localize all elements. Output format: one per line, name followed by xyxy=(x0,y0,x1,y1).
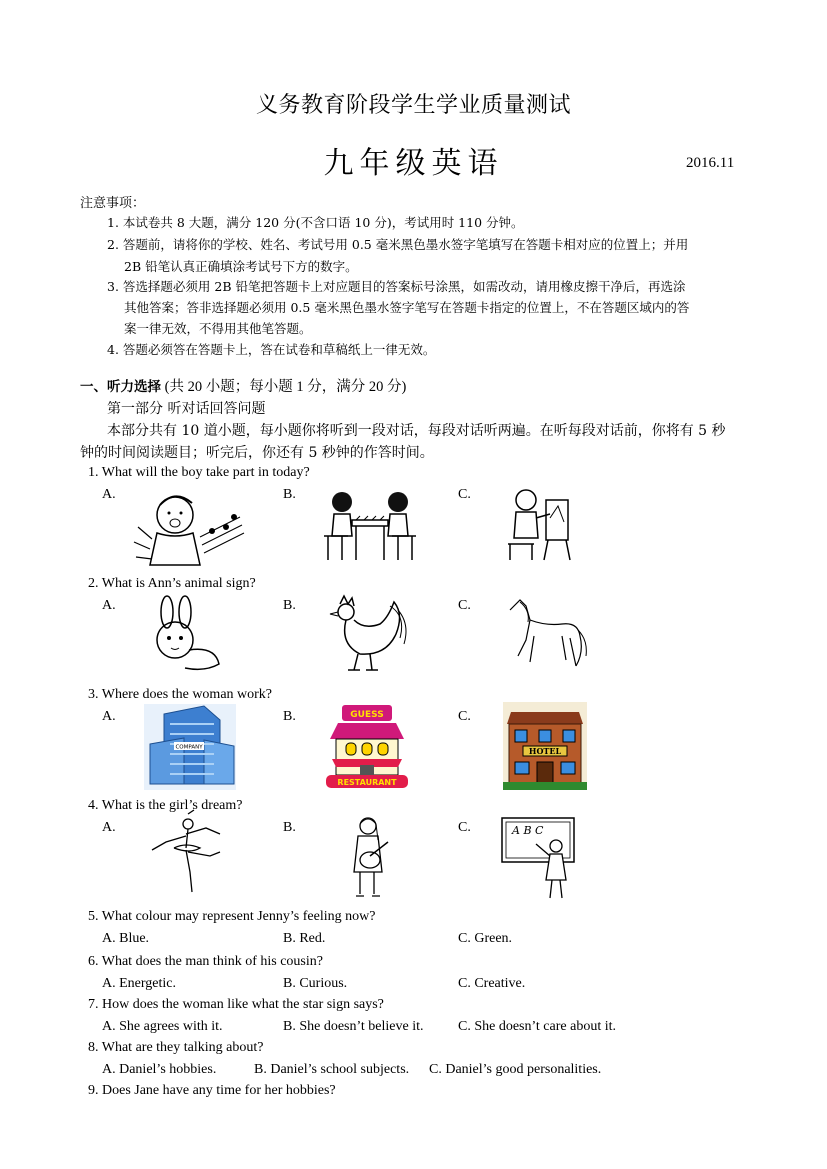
option-a: A. She agrees with it. xyxy=(102,1019,223,1034)
notice-item: 其他答案；答非选择题必须用 0.5 毫米黑色墨水签字笔写在答题卡指定的位置上，不在答题区域内的答 xyxy=(124,300,690,315)
option-b: B. xyxy=(283,487,296,502)
option-a: A. xyxy=(102,598,116,613)
boy-singing-picture xyxy=(130,487,245,567)
board-letters: A B C xyxy=(512,824,544,837)
option-a: A. Blue. xyxy=(102,931,150,946)
section-title: 一、听力选择 xyxy=(80,379,161,395)
option-a: A. xyxy=(102,709,116,724)
option-a: A. xyxy=(102,820,116,835)
section-heading xyxy=(80,375,406,396)
question-2: 2. What is Ann’s animal sign? xyxy=(88,576,256,591)
option-c: C. xyxy=(458,820,471,835)
option-c: C. xyxy=(458,598,471,613)
question-6: 6. What does the man think of his cousin? xyxy=(88,954,323,969)
notice-item: 4. 答题必须答在答题卡上，答在试卷和草稿纸上一律无效。 xyxy=(107,342,436,357)
option-b: B. She doesn’t believe it. xyxy=(283,1019,424,1034)
hotel-sign: HOTEL xyxy=(528,746,562,756)
girl-playing-guitar-picture xyxy=(348,816,392,900)
option-b: B. xyxy=(283,709,296,724)
question-8: 8. What are they talking about? xyxy=(88,1040,264,1055)
boy-painting-picture xyxy=(498,488,574,564)
option-c: C. Daniel’s good personalities. xyxy=(429,1062,602,1077)
guess-sign: GUESS xyxy=(350,710,384,720)
question-5: 5. What colour may represent Jenny’s feeling now? xyxy=(88,909,376,924)
part-title: 第一部分 听对话回答问题 xyxy=(107,401,266,417)
notice-item: 1. 本试卷共 8 大题，满分 120 分(不含口语 10 分)，考试用时 110 分钟。 xyxy=(107,215,524,230)
option-a: A. xyxy=(102,487,116,502)
ballet-dancer-picture xyxy=(150,812,224,894)
option-a: A. Daniel’s hobbies. xyxy=(102,1062,217,1077)
restaurant-sign: RESTAURANT xyxy=(337,778,397,787)
section-detail: (共 20 小题；每小题 1 分，满分 20 分) xyxy=(164,379,407,395)
teacher-picture xyxy=(500,816,578,902)
option-c: C. xyxy=(458,487,471,502)
exam-title: 义务教育阶段学生学业质量测试 xyxy=(255,93,571,118)
question-7: 7. How does the woman like what the star sign says? xyxy=(88,997,384,1012)
option-c: C. Creative. xyxy=(458,976,526,991)
option-b: B. Red. xyxy=(283,931,326,946)
part-intro: 钟的时间阅读题目；听完后，你还有 5 秒钟的作答时间。 xyxy=(80,445,434,461)
question-1: 1. What will the boy take part in today? xyxy=(88,465,310,480)
option-c: C. Green. xyxy=(458,931,513,946)
notice-item: 案一律无效，不得用其他笔答题。 xyxy=(124,321,312,336)
option-b: B. xyxy=(283,820,296,835)
subject-title: 九年级英语 xyxy=(323,146,504,181)
exam-date: 2016.11 xyxy=(686,155,735,171)
hotel-picture xyxy=(503,702,587,790)
kids-playing-chess-picture xyxy=(320,490,420,562)
rabbit-picture xyxy=(145,596,225,676)
horse-picture xyxy=(500,596,590,676)
option-c: C. She doesn’t care about it. xyxy=(458,1019,616,1034)
company-building-picture xyxy=(144,704,236,790)
notice-item: 2B 铅笔认真正确填涂考试号下方的数字。 xyxy=(124,259,358,274)
company-sign: COMPANY xyxy=(175,744,203,751)
notice-item: 2. 答题前，请将你的学校、姓名、考试号用 0.5 毫米黑色墨水签字笔填写在答题卡相对应的位置上；并用 xyxy=(107,237,689,252)
option-b: B. xyxy=(283,598,296,613)
option-c: C. xyxy=(458,709,471,724)
notice-heading: 注意事项： xyxy=(80,196,146,211)
restaurant-picture xyxy=(324,703,410,789)
notice-item: 3. 答选择题必须用 2B 铅笔把答题卡上对应题目的答案标号涂黑，如需改动，请用橡皮擦干净后，再选涂 xyxy=(107,279,686,294)
question-3: 3. Where does the woman work? xyxy=(88,687,273,702)
question-9: 9. Does Jane have any time for her hobbies? xyxy=(88,1083,336,1098)
option-a: A. Energetic. xyxy=(102,976,176,991)
option-b: B. Daniel’s school subjects. xyxy=(254,1062,410,1077)
question-4: 4. What is the girl’s dream? xyxy=(88,798,243,813)
part-intro: 本部分共有 10 道小题，每小题你将听到一段对话，每段对话听两遍。在听每段对话前，你将有 5 秒 xyxy=(107,423,726,439)
rooster-picture xyxy=(320,594,410,674)
option-b: B. Curious. xyxy=(283,976,348,991)
